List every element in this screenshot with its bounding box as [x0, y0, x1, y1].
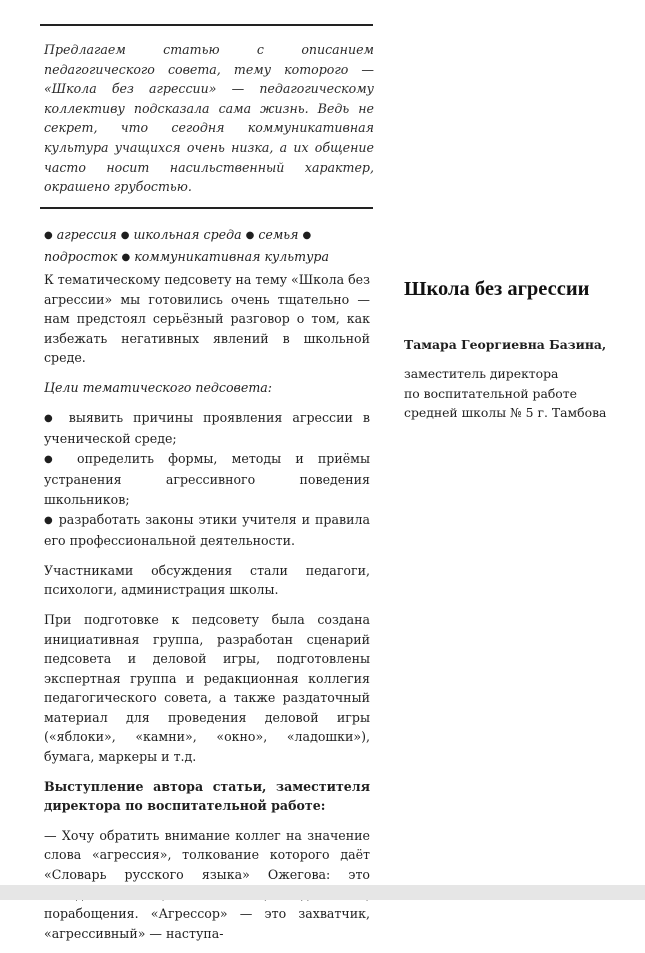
author-name: Тамара Георгиевна Базина,: [404, 337, 607, 352]
keyword: агрессия: [56, 227, 117, 242]
list-item: ● определить формы, методы и приёмы устранения агрессивного поведения школьников;: [44, 450, 370, 507]
keyword-bullet-icon: ●: [121, 251, 131, 263]
position-line: по воспитательной работе: [404, 385, 577, 401]
goals-list: [44, 408, 370, 551]
keyword: коммуникативная культура: [134, 248, 329, 264]
keyword-bullet-icon: ●: [44, 230, 53, 241]
article-title: Школа без агрессии: [404, 278, 590, 300]
speech-paragraph: — Хочу обратить внимание коллег на значение слова «агрессия», толкование которого даёт «Словарь русского языка» Ожегова: это порабощения. «Агрессор» — это захватчик, «агрессивный» — наступа-: [44, 827, 370, 941]
keywords: [44, 225, 374, 268]
author-position: [404, 364, 640, 423]
bullet-icon: ●: [44, 412, 59, 424]
keyword: школьная среда: [133, 227, 242, 242]
list-item: ● разработать законы этики учителя и правила его профессиональной деятельности.: [44, 511, 370, 549]
participants-paragraph: Участниками обсуждения стали педагоги, психологи, администрация школы.: [44, 562, 370, 598]
top-rule: [40, 24, 373, 26]
bottom-scan-strip: [0, 885, 645, 900]
speech-heading: Выступление автора статьи, заместителя директора по воспитательной работе:: [44, 778, 370, 814]
list-item: ● выявить причины проявления агрессии в ученической среде;: [44, 409, 370, 447]
preparation-paragraph: При подготовке к педсовету была создана инициативная группа, разработан сценарий педсовета и деловой игры, подготовлены экспертная группа и редакционная коллегия педагогического совета, а также раздаточный материал для проведения деловой игры («яблоки», «камни», «окно», «ладошки»), бумага, маркеры и т.д.: [44, 611, 370, 765]
goals-title: Цели тематического педсовета:: [44, 379, 273, 395]
keyword-bullet-icon: ●: [302, 230, 312, 241]
keyword: подросток: [44, 248, 118, 264]
position-line: заместитель директора: [404, 366, 559, 381]
abstract-bottom-rule: [40, 207, 373, 209]
bullet-icon: ●: [44, 453, 63, 465]
keyword: семья: [258, 227, 299, 242]
keyword-bullet-icon: ●: [245, 230, 255, 241]
position-line: средней школы № 5 г. Тамбова: [404, 405, 607, 421]
abstract: Предлагаем статью с описанием педагогического совета, тему которого — «Школа без агрессии» — педагогическому коллективу подсказала сама жизнь. Ведь не секрет, что сегодня коммуникативная культура учащихся очень низка, а их общение часто носит насильственный характер, окрашено грубостью.: [44, 42, 374, 195]
article-body: [44, 270, 370, 953]
keyword-bullet-icon: ●: [120, 230, 130, 241]
intro-paragraph: К тематическому педсовету на тему «Школа без агрессии» мы готовились очень тщательно — нам предстоял серьёзный разговор о том, как избежать негативных явлений в школьной среде.: [44, 272, 370, 366]
bullet-icon: ●: [44, 514, 54, 526]
